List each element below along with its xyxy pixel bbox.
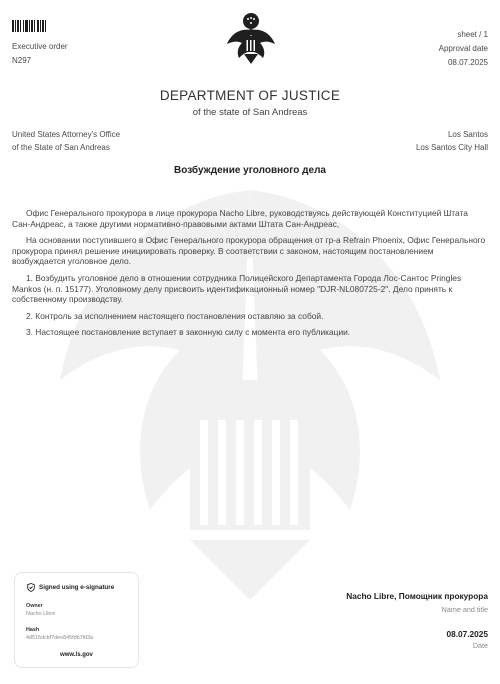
office-location bbox=[416, 128, 488, 154]
signer-name: Nacho Libre, Помощник прокурора bbox=[346, 591, 488, 601]
hash-label: Hash bbox=[26, 627, 40, 633]
department-subtitle: of the state of San Andreas bbox=[192, 107, 308, 118]
location-line: Los Santos City Hall bbox=[415, 143, 488, 152]
e-signature-heading bbox=[27, 583, 114, 592]
body-paragraph: 3. Настоящее постановление вступает в законную силу с момента его публикации. bbox=[26, 327, 351, 338]
signature-date-caption: Date bbox=[472, 641, 488, 650]
office-line: United States Attorney's Office bbox=[12, 130, 121, 139]
shield-check-icon bbox=[27, 583, 35, 592]
website-link[interactable]: www.ls.gov bbox=[60, 652, 93, 658]
document-title: Возбуждение уголовного дела bbox=[174, 165, 326, 176]
office-address bbox=[12, 128, 120, 154]
order-info bbox=[12, 40, 68, 68]
order-type: Executive order bbox=[12, 42, 68, 51]
document-body bbox=[12, 208, 488, 344]
barcode-icon bbox=[12, 20, 46, 32]
e-signature-box bbox=[14, 572, 139, 668]
e-signature-heading-text: Signed using e-signature bbox=[39, 584, 115, 591]
approval-info bbox=[439, 28, 488, 70]
body-paragraph: 2. Контроль за исполнением настоящего постановления оставляю за собой. bbox=[26, 310, 324, 321]
signer-name-caption: Name and title bbox=[441, 605, 488, 614]
body-paragraph: 1. Возбудить уголовное дело в отношении сотрудника Полицейского Департамента Города Лос-Сантос Pringles Mankos (н. п. 15177). Уголовному делу присвоить идентификационный номер "DJR-NL080725-2". Дело принять к собственному производству. bbox=[12, 272, 462, 305]
body-paragraph: Офис Генерального прокурора в лице прокурора Nacho Libre, руководствуясь действующей Конституцией Штата Сан-Андреас, а также другими нормативно-правовыми актами Штата Сан-Андреас, bbox=[12, 208, 468, 229]
eagle-seal-icon bbox=[225, 10, 277, 66]
approval-label: Approval date bbox=[438, 44, 488, 53]
sheet-number: sheet / 1 bbox=[457, 30, 488, 39]
approval-date: 08.07.2025 bbox=[447, 58, 488, 67]
department-title: DEPARTMENT OF JUSTICE bbox=[159, 88, 341, 103]
order-number: N297 bbox=[12, 56, 32, 65]
body-paragraph: На основании поступившего в Офис Генерального прокурора обращения от гр-а Refrain Phoenix, Офис Генерального прокурора принял решение инициировать проверку. В соответствии с законом, настоящим постановлением возбуждается уголовное дело. bbox=[12, 235, 486, 267]
owner-label: Owner bbox=[26, 603, 43, 609]
location-line: Los Santos bbox=[447, 130, 488, 139]
signature-date: 08.07.2025 bbox=[446, 629, 488, 639]
owner-value: Nacho Libre bbox=[26, 611, 56, 617]
office-line: of the State of San Andreas bbox=[12, 143, 110, 152]
hash-value: 4d515dcbf7dee845fdb7fd3a bbox=[26, 635, 94, 641]
